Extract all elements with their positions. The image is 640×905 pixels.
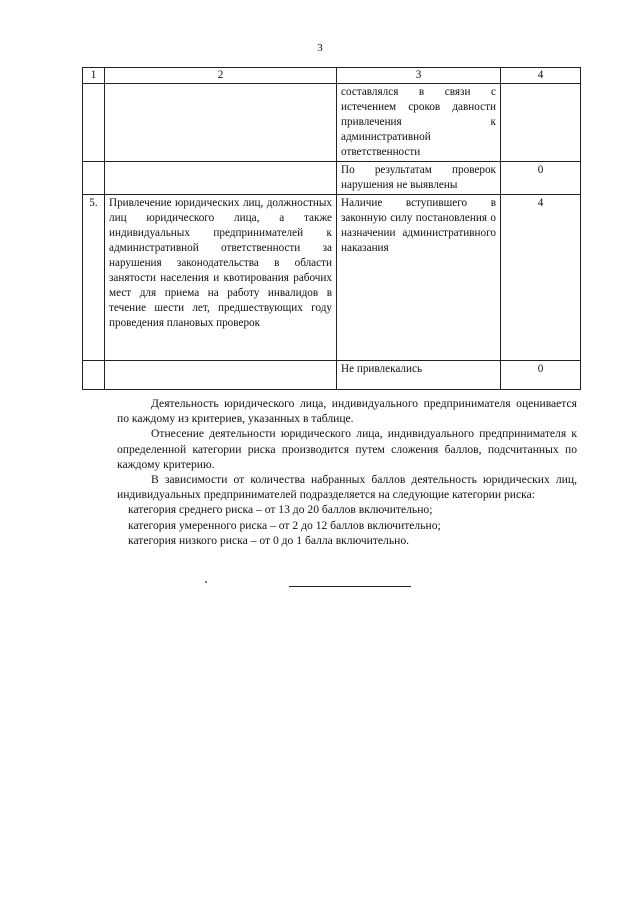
table-row — [83, 361, 581, 390]
stray-mark — [205, 581, 207, 583]
result-cell: Наличие вступившего в законную силу постановления о назначении административного наказания — [337, 195, 501, 361]
criteria-table — [82, 67, 581, 390]
row-index — [83, 84, 105, 162]
criterion-cell — [105, 84, 337, 162]
header-cell: 2 — [105, 68, 337, 84]
table-row — [83, 162, 581, 195]
paragraph-categories-intro: В зависимости от количества набранных баллов деятельность юридических лиц, индивидуальных предпринимателей подразделяется на следующие категории риска: — [117, 473, 577, 502]
score-cell: 4 — [501, 195, 581, 361]
row-index — [83, 361, 105, 390]
risk-category-moderate: категория умеренного риска – от 2 до 12 баллов включительно; — [128, 518, 441, 532]
score-cell: 0 — [501, 361, 581, 390]
criterion-cell — [105, 361, 337, 390]
criterion-cell: Привлечение юридических лиц, должностных лиц юридического лица, а также индивидуальных предпринимателей к административной ответственности за нарушения законодательства в области занятости населения и квотирования рабочих мест для приема на работу инвалидов в течение шести лет, предшествующих году проведения плановых проверок — [105, 195, 337, 361]
body-text — [117, 396, 577, 548]
paragraph-assignment: Отнесение деятельности юридического лица, индивидуального предпринимателя к определенной категории риска производится путем сложения баллов, подсчитанных по каждому критерию. — [117, 427, 577, 471]
score-cell: 0 — [501, 162, 581, 195]
header-cell: 4 — [501, 68, 581, 84]
page-number: 3 — [317, 42, 323, 54]
table-row — [83, 84, 581, 162]
row-index — [83, 162, 105, 195]
criterion-cell — [105, 162, 337, 195]
table-header-row — [83, 68, 581, 84]
result-cell: Не привлекались — [337, 361, 501, 390]
table-row — [83, 195, 581, 361]
header-cell: 3 — [337, 68, 501, 84]
paragraph-evaluation: Деятельность юридического лица, индивидуального предпринимателя оценивается по каждому из критериев, указанных в таблице. — [117, 397, 577, 426]
result-cell: По результатам проверок нарушения не выявлены — [337, 162, 501, 195]
closing-rule — [289, 586, 411, 587]
row-index: 5. — [83, 195, 105, 361]
result-cell: составлялся в связи с истечением сроков давности привлечения к административной ответственности — [337, 84, 501, 162]
risk-category-medium: категория среднего риска – от 13 до 20 баллов включительно; — [128, 503, 433, 517]
score-cell — [501, 84, 581, 162]
header-cell: 1 — [83, 68, 105, 84]
risk-category-low: категория низкого риска – от 0 до 1 балла включительно. — [128, 533, 410, 547]
